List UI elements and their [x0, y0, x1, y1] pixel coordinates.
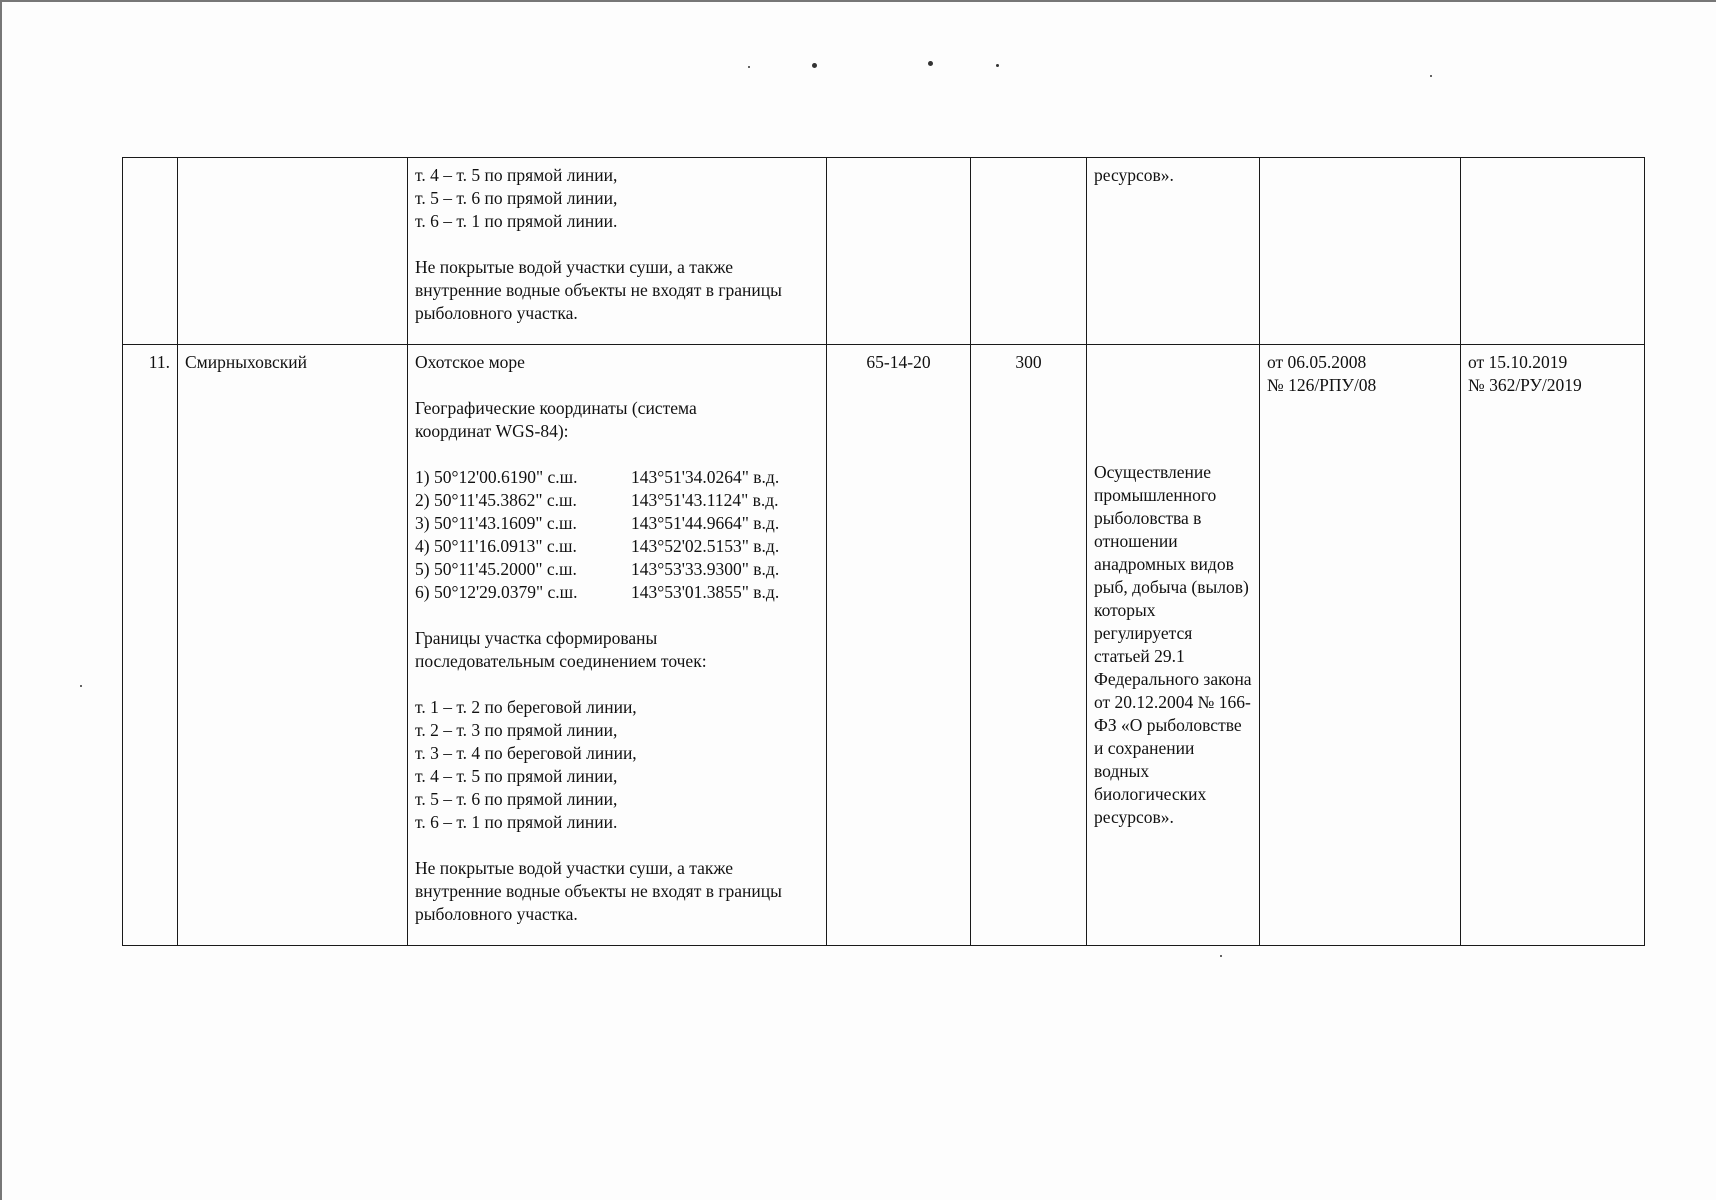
water-body: Охотское море [415, 352, 525, 372]
boundary-point: т. 3 – т. 4 по береговой линии, [415, 743, 637, 763]
scan-speck [80, 685, 82, 687]
boundary-point: т. 1 – т. 2 по береговой линии, [415, 697, 637, 717]
purpose-cell: ресурсов». [1087, 158, 1260, 345]
boundary-note: Не покрытые водой участки суши, а также внутренние водные объекты не входят в границы рыболовного участка. [415, 257, 782, 323]
boundary-description-cell [408, 345, 827, 946]
boundary-point: т. 5 – т. 6 по прямой линии, [415, 789, 618, 809]
coordinate-row: 3) 50°11'43.1609" с.ш. 143°51'44.9664" в.д. [415, 513, 780, 533]
scan-speck [812, 63, 817, 68]
coordinate-system: Географические координаты (система координат WGS-84): [415, 398, 697, 441]
table-row [123, 345, 1645, 946]
boundary-point: т. 6 – т. 1 по прямой линии. [415, 211, 618, 231]
scan-speck [1220, 955, 1222, 957]
area-cell [971, 158, 1087, 345]
boundary-description-cell [408, 158, 827, 345]
fishing-areas-table [122, 157, 1645, 946]
table-row [123, 158, 1645, 345]
agreement-cell [1260, 158, 1461, 345]
boundary-point: т. 2 – т. 3 по прямой линии, [415, 720, 618, 740]
boundary-note: Не покрытые водой участки суши, а также внутренние водные объекты не входят в границы рыболовного участка. [415, 858, 782, 924]
scan-speck [1430, 75, 1432, 77]
scan-speck [928, 61, 933, 66]
boundary-intro: Границы участка сформированы последовательным соединением точек: [415, 628, 707, 671]
area-name-cell: Смирныховский [178, 345, 408, 946]
coordinate-row: 1) 50°12'00.6190" с.ш. 143°51'34.0264" в.д. [415, 467, 780, 487]
scan-speck [748, 66, 750, 68]
row-number-cell: 11. [123, 345, 178, 946]
agreement-cell: от 06.05.2008 № 126/РПУ/08 [1260, 345, 1461, 946]
purpose-cell: Осуществление промышленного рыболовства в отношении анадромных видов рыб, добыча (вылов) которых регулируется статьей 29.1 Федерального закона от 20.12.2004 № 166-ФЗ «О рыболовстве и сохранении водных биологических ресурсов». [1087, 345, 1260, 946]
coordinate-row: 6) 50°12'29.0379" с.ш. 143°53'01.3855" в.д. [415, 582, 780, 602]
code-cell: 65-14-20 [827, 345, 971, 946]
boundary-point: т. 6 – т. 1 по прямой линии. [415, 812, 618, 832]
code-cell [827, 158, 971, 345]
row-number-cell [123, 158, 178, 345]
coordinate-row: 5) 50°11'45.2000" с.ш. 143°53'33.9300" в.д. [415, 559, 780, 579]
coordinate-row: 4) 50°11'16.0913" с.ш. 143°52'02.5153" в.д. [415, 536, 780, 556]
boundary-point: т. 4 – т. 5 по прямой линии, [415, 766, 618, 786]
area-name-cell [178, 158, 408, 345]
contract-cell [1461, 158, 1645, 345]
area-cell: 300 [971, 345, 1087, 946]
boundary-point: т. 4 – т. 5 по прямой линии, [415, 165, 618, 185]
coordinate-row: 2) 50°11'45.3862" с.ш. 143°51'43.1124" в.д. [415, 490, 779, 510]
contract-cell: от 15.10.2019 № 362/РУ/2019 [1461, 345, 1645, 946]
scan-speck [996, 64, 999, 67]
boundary-point: т. 5 – т. 6 по прямой линии, [415, 188, 618, 208]
scan-edge-left [0, 0, 2, 1200]
scan-edge-top [0, 0, 1716, 2]
